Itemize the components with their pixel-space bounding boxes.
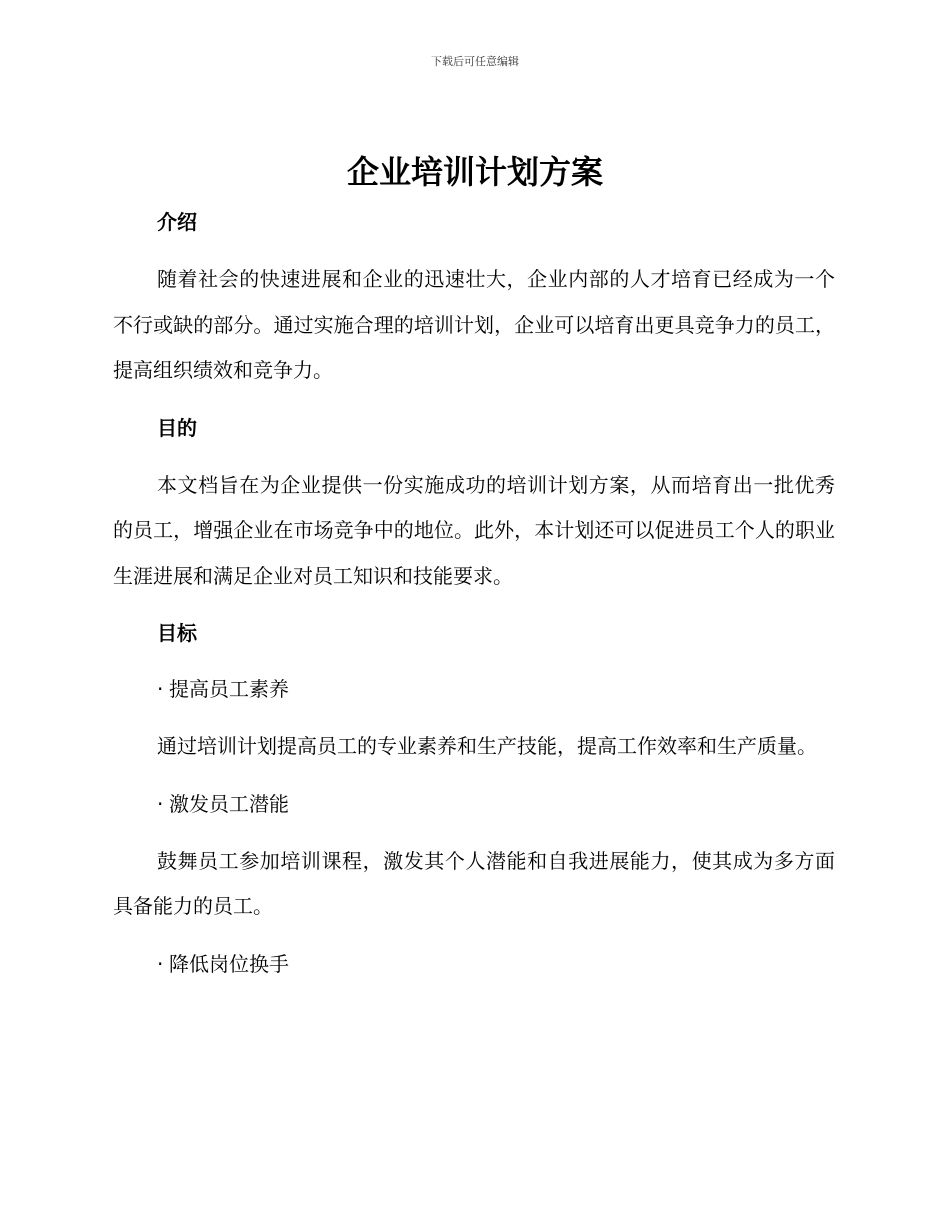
document-title: 企业培训计划方案 xyxy=(346,153,603,191)
bullet-dot: · xyxy=(157,951,164,976)
section-heading-goals: 目标 xyxy=(157,621,197,645)
goal-item-title xyxy=(113,782,835,827)
bullet-dot: · xyxy=(157,677,164,701)
goal-item-title xyxy=(113,942,835,987)
document-body xyxy=(113,200,835,987)
section-heading-intro: 介绍 xyxy=(157,210,197,234)
intro-paragraph: 随着社会的快速进展和企业的迅速壮大，企业内部的人才培育已经成为一个不行或缺的部分。通过实施合理的培训计划，企业可以培育出更具竞争力的员工，提高组织绩效和竞争力。 xyxy=(113,267,835,382)
purpose-paragraph: 本文档旨在为企业提供一份实施成功的培训计划方案，从而培育出一批优秀的员工，增强企业在市场竞争中的地位。此外，本计划还可以促进员工个人的职业生涯进展和满足企业对员工知识和技能要求。 xyxy=(113,472,835,588)
goal-title-text: 激发员工潜能 xyxy=(169,791,289,816)
goal-title-text: 降低岗位换手 xyxy=(169,951,289,976)
goal-item-description: 通过培训计划提高员工的专业素养和生产技能，提高工作效率和生产质量。 xyxy=(157,734,817,758)
goal-item-description: 鼓舞员工参加培训课程，激发其个人潜能和自我进展能力，使其成为多方面具备能力的员工。 xyxy=(113,848,835,918)
bullet-dot: · xyxy=(157,791,164,816)
section-heading-purpose: 目的 xyxy=(157,415,197,440)
header-note: 下载后可任意编辑 xyxy=(431,55,519,68)
goal-item-title xyxy=(113,667,835,712)
goal-title-text: 提高员工素养 xyxy=(169,677,289,701)
